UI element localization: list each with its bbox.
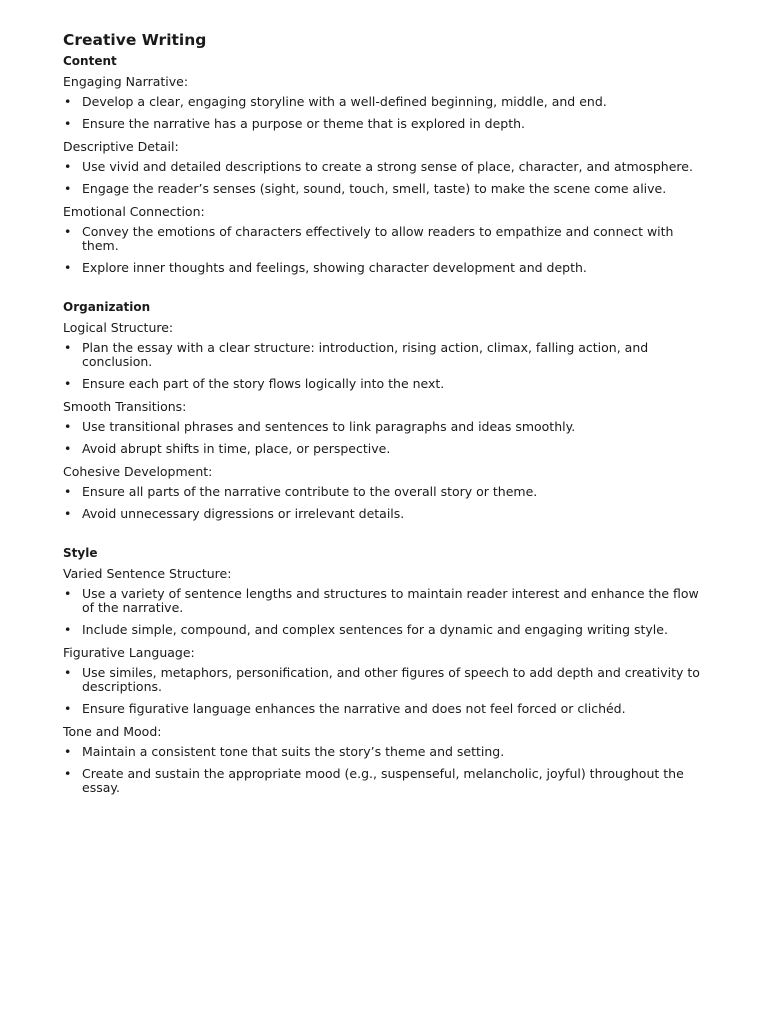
list-item-text: Use a variety of sentence lengths and structures to maintain reader interest and enhance the flow of the narrative.	[82, 586, 699, 615]
bullet-icon: •	[64, 766, 72, 781]
bullet-icon: •	[64, 586, 72, 601]
list-item-text: Ensure the narrative has a purpose or theme that is explored in depth.	[82, 116, 526, 131]
list-item-text: Use vivid and detailed descriptions to create a strong sense of place, character, and atmosphere.	[82, 159, 693, 174]
subsection-label: Smooth Transitions:	[63, 399, 187, 414]
bullet-icon: •	[64, 340, 72, 355]
subsection-label: Cohesive Development:	[63, 464, 213, 479]
list-item-text: Create and sustain the appropriate mood (e.g., suspenseful, melancholic, joyful) throughout the essay.	[82, 766, 684, 795]
bullet-list	[63, 745, 713, 795]
list-item-text: Ensure all parts of the narrative contribute to the overall story or theme.	[82, 484, 538, 499]
subsection-label: Engaging Narrative:	[63, 74, 189, 89]
list-item	[63, 442, 713, 456]
page-title: Creative Writing	[63, 31, 207, 49]
section-content	[63, 53, 713, 275]
list-item	[63, 261, 713, 275]
list-item-text: Explore inner thoughts and feelings, showing character development and depth.	[82, 260, 587, 275]
list-item-text: Use transitional phrases and sentences to link paragraphs and ideas smoothly.	[82, 419, 576, 434]
list-item-text: Convey the emotions of characters effectively to allow readers to empathize and connect with them.	[82, 224, 674, 253]
list-item-text: Engage the reader’s senses (sight, sound, touch, smell, taste) to make the scene come alive.	[82, 181, 667, 196]
bullet-icon: •	[64, 116, 72, 131]
list-item-text: Develop a clear, engaging storyline with a well-defined beginning, middle, and end.	[82, 94, 607, 109]
bullet-icon: •	[64, 622, 72, 637]
bullet-icon: •	[64, 159, 72, 174]
list-item	[63, 623, 713, 637]
bullet-icon: •	[64, 94, 72, 109]
bullet-list	[63, 485, 713, 521]
list-item	[63, 160, 713, 174]
list-item-text: Maintain a consistent tone that suits the story’s theme and setting.	[82, 744, 505, 759]
list-item-text: Use similes, metaphors, personification, and other figures of speech to add depth and creativity to descriptions.	[82, 665, 700, 694]
list-item-text: Ensure each part of the story flows logically into the next.	[82, 376, 445, 391]
bullet-icon: •	[64, 419, 72, 434]
list-item	[63, 420, 713, 434]
list-item	[63, 745, 713, 759]
list-item-text: Avoid abrupt shifts in time, place, or perspective.	[82, 441, 391, 456]
bullet-list	[63, 341, 713, 391]
bullet-list	[63, 587, 713, 637]
section-style	[63, 545, 713, 795]
subsection-label: Figurative Language:	[63, 645, 195, 660]
list-item	[63, 341, 713, 369]
bullet-icon: •	[64, 484, 72, 499]
section-heading: Content	[63, 54, 117, 68]
section-heading: Organization	[63, 300, 151, 314]
list-item-text: Ensure figurative language enhances the narrative and does not feel forced or clichéd.	[82, 701, 626, 716]
section-organization	[63, 299, 713, 521]
bullet-list	[63, 420, 713, 456]
subsection-label: Descriptive Detail:	[63, 139, 179, 154]
bullet-list	[63, 225, 713, 275]
list-item	[63, 702, 713, 716]
section-heading: Style	[63, 546, 98, 560]
bullet-icon: •	[64, 506, 72, 521]
list-item	[63, 117, 713, 131]
list-item	[63, 767, 713, 795]
bullet-icon: •	[64, 376, 72, 391]
list-item	[63, 485, 713, 499]
bullet-list	[63, 95, 713, 131]
list-item	[63, 507, 713, 521]
list-item	[63, 182, 713, 196]
bullet-list	[63, 160, 713, 196]
list-item-text: Plan the essay with a clear structure: introduction, rising action, climax, falling action, and conclusion.	[82, 340, 649, 369]
list-item	[63, 225, 713, 253]
subsection-label: Varied Sentence Structure:	[63, 566, 232, 581]
bullet-icon: •	[64, 744, 72, 759]
bullet-icon: •	[64, 701, 72, 716]
subsection-label: Emotional Connection:	[63, 204, 205, 219]
list-item	[63, 95, 713, 109]
bullet-icon: •	[64, 665, 72, 680]
bullet-icon: •	[64, 260, 72, 275]
bullet-icon: •	[64, 181, 72, 196]
bullet-icon: •	[64, 224, 72, 239]
document-body	[63, 53, 713, 795]
subsection-label: Logical Structure:	[63, 320, 174, 335]
list-item-text: Include simple, compound, and complex sentences for a dynamic and engaging writing style.	[82, 622, 668, 637]
list-item	[63, 666, 713, 694]
bullet-icon: •	[64, 441, 72, 456]
document-page	[63, 30, 713, 819]
list-item-text: Avoid unnecessary digressions or irrelevant details.	[82, 506, 405, 521]
bullet-list	[63, 666, 713, 716]
list-item	[63, 377, 713, 391]
list-item	[63, 587, 713, 615]
subsection-label: Tone and Mood:	[63, 724, 162, 739]
